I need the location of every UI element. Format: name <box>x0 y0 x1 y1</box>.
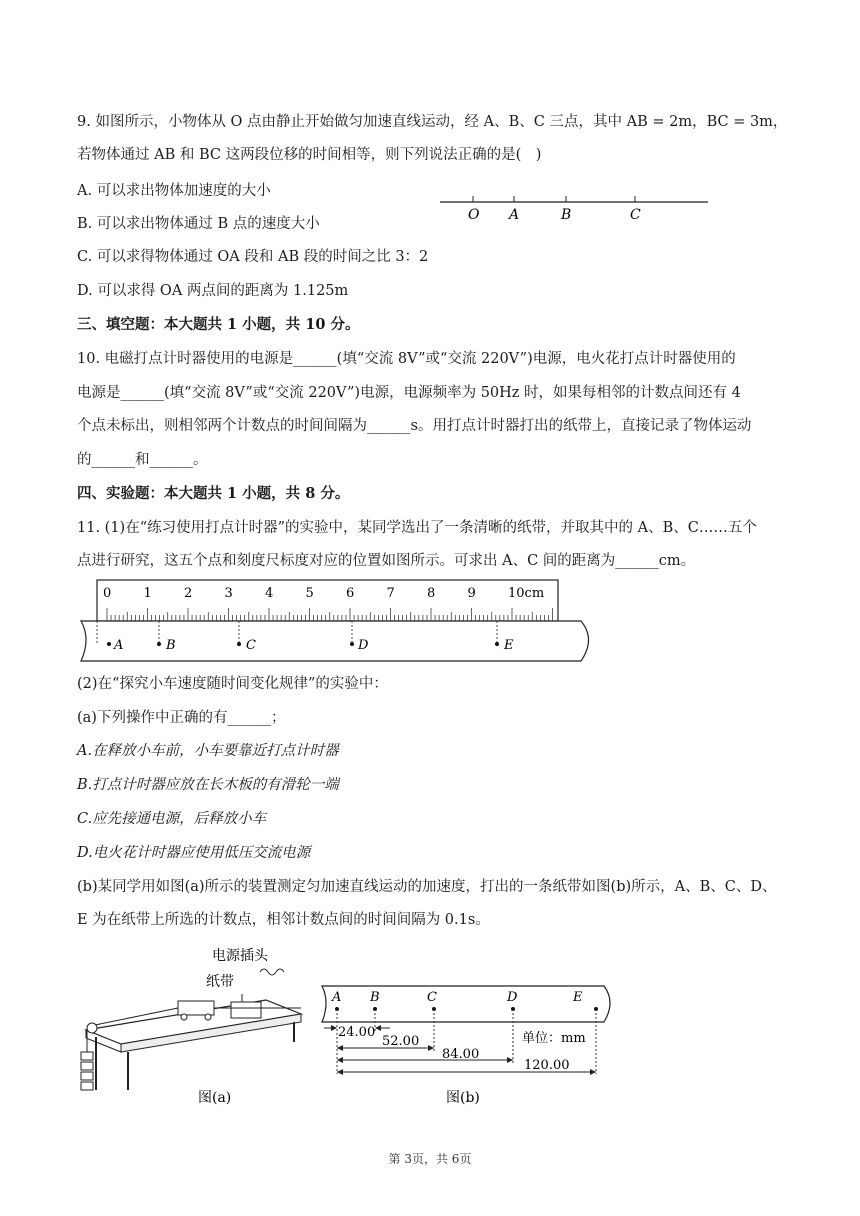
q10-line4: 的______和______。 <box>77 452 208 468</box>
section4-heading: 四、实验题：本大题共 1 小题，共 8 分。 <box>77 485 350 502</box>
distance-ab: 24.00 <box>338 1025 376 1040</box>
ruler-number: 3 <box>224 586 233 601</box>
distance-ad: 84.00 <box>442 1047 480 1062</box>
tape-point-e: E <box>504 638 514 653</box>
label-power-plug: 电源插头 <box>212 948 268 964</box>
q11-part2b-line2: E 为在纸带上所选的计数点，相邻计数点间的时间间隔为 0.1s。 <box>77 912 490 928</box>
q9-option-a: A. 可以求出物体加速度的大小 <box>77 183 271 199</box>
tape-point-a: A <box>114 638 124 653</box>
fig-b-point-c: C <box>427 990 437 1005</box>
q9-option-d: D. 可以求得 OA 两点间的距离为 1.125m <box>77 283 349 299</box>
unit-label: 单位：mm <box>522 1031 586 1046</box>
ruler-number: 0 <box>103 586 112 601</box>
q9-option-c: C. 可以求得物体通过 OA 段和 AB 段的时间之比 3：2 <box>77 249 429 265</box>
q11-choice-a: A.在释放小车前，小车要靠近打点计时器 <box>77 743 339 759</box>
q11-part2a: (a)下列操作中正确的有______； <box>77 710 286 726</box>
distance-ac: 52.00 <box>382 1034 420 1049</box>
q9-stem-line1: 9. 如图所示，小物体从 O 点由静止开始做匀加速直线运动，经 A、B、C 三点，其中 AB = 2m，BC = 3m， <box>77 114 788 130</box>
section3-heading: 三、填空题：本大题共 1 小题，共 10 分。 <box>77 316 360 333</box>
q11-choice-b: B.打点计时器应放在长木板的有滑轮一端 <box>77 777 339 793</box>
q10-line3: 个点未标出，则相邻两个计数点的时间间隔为______s。用打点计时器打出的纸带上，直接记录了物体运动 <box>77 418 752 434</box>
tape-point-c: C <box>246 638 256 653</box>
q9-option-b: B. 可以求出物体通过 B 点的速度大小 <box>77 216 320 232</box>
q9-label-c: C <box>630 207 641 223</box>
fig-b-point-d: D <box>507 990 518 1005</box>
caption-fig-a: 图(a) <box>198 1090 232 1106</box>
tape-distance-figure <box>318 982 618 1112</box>
ruler-number: 7 <box>386 586 395 601</box>
page-footer: 第 3页，共 6页 <box>388 1152 472 1166</box>
distance-ae: 120.00 <box>524 1058 570 1073</box>
label-paper-tape: 纸带 <box>206 974 234 990</box>
q9-label-a: A <box>509 207 520 223</box>
q9-label-o: O <box>468 207 480 223</box>
ruler-number: 8 <box>427 586 436 601</box>
ruler <box>97 580 558 621</box>
ruler-number: 2 <box>184 586 193 601</box>
caption-fig-b: 图(b) <box>446 1090 480 1106</box>
tape-point-d: D <box>358 638 369 653</box>
fig-b-point-a: A <box>332 990 342 1005</box>
q9-line-figure <box>440 190 720 226</box>
q11-part2-intro: (2)在“探究小车速度随时间变化规律”的实验中： <box>77 676 388 692</box>
q10-line1: 10. 电磁打点计时器使用的电源是______(填“交流 8V”或“交流 220V”)电源，电火花打点计时器使用的 <box>77 351 736 367</box>
q11-line1: 11. (1)在“练习使用打点计时器”的实验中，某同学选出了一条清晰的纸带，并取其中的 A、B、C……五个 <box>77 520 757 536</box>
q11-choice-c: C.应先接通电源，后释放小车 <box>77 811 267 827</box>
ruler-number: 9 <box>467 586 476 601</box>
q10-line2: 电源是______(填“交流 8V”或“交流 220V”)电源，电源频率为 50Hz 时，如果每相邻的计数点间还有 4 <box>77 385 741 401</box>
q11-line2: 点进行研究，这五个点和刻度尺标度对应的位置如图所示。可求出 A、C 间的距离为______cm。 <box>77 553 696 569</box>
ruler-tape-figure <box>76 577 598 667</box>
fig-b-point-b: B <box>370 990 380 1005</box>
apparatus-figure <box>66 942 316 1112</box>
ruler-number: 10cm <box>508 586 545 601</box>
fig-b-point-e: E <box>573 990 583 1005</box>
ruler-number: 6 <box>346 586 355 601</box>
ruler-number: 1 <box>143 586 152 601</box>
q9-label-b: B <box>561 207 572 223</box>
q11-choice-d: D.电火花计时器应使用低压交流电源 <box>77 845 311 861</box>
ruler-number: 4 <box>265 586 274 601</box>
q9-stem-line2: 若物体通过 AB 和 BC 这两段位移的时间相等，则下列说法正确的是( ) <box>77 147 542 163</box>
q11-part2b-line1: (b)某同学用如图(a)所示的装置测定匀加速直线运动的加速度，打出的一条纸带如图(b)所示，A、B、C、D、 <box>77 879 777 895</box>
ruler-number: 5 <box>305 586 314 601</box>
tape-point-b: B <box>166 638 176 653</box>
